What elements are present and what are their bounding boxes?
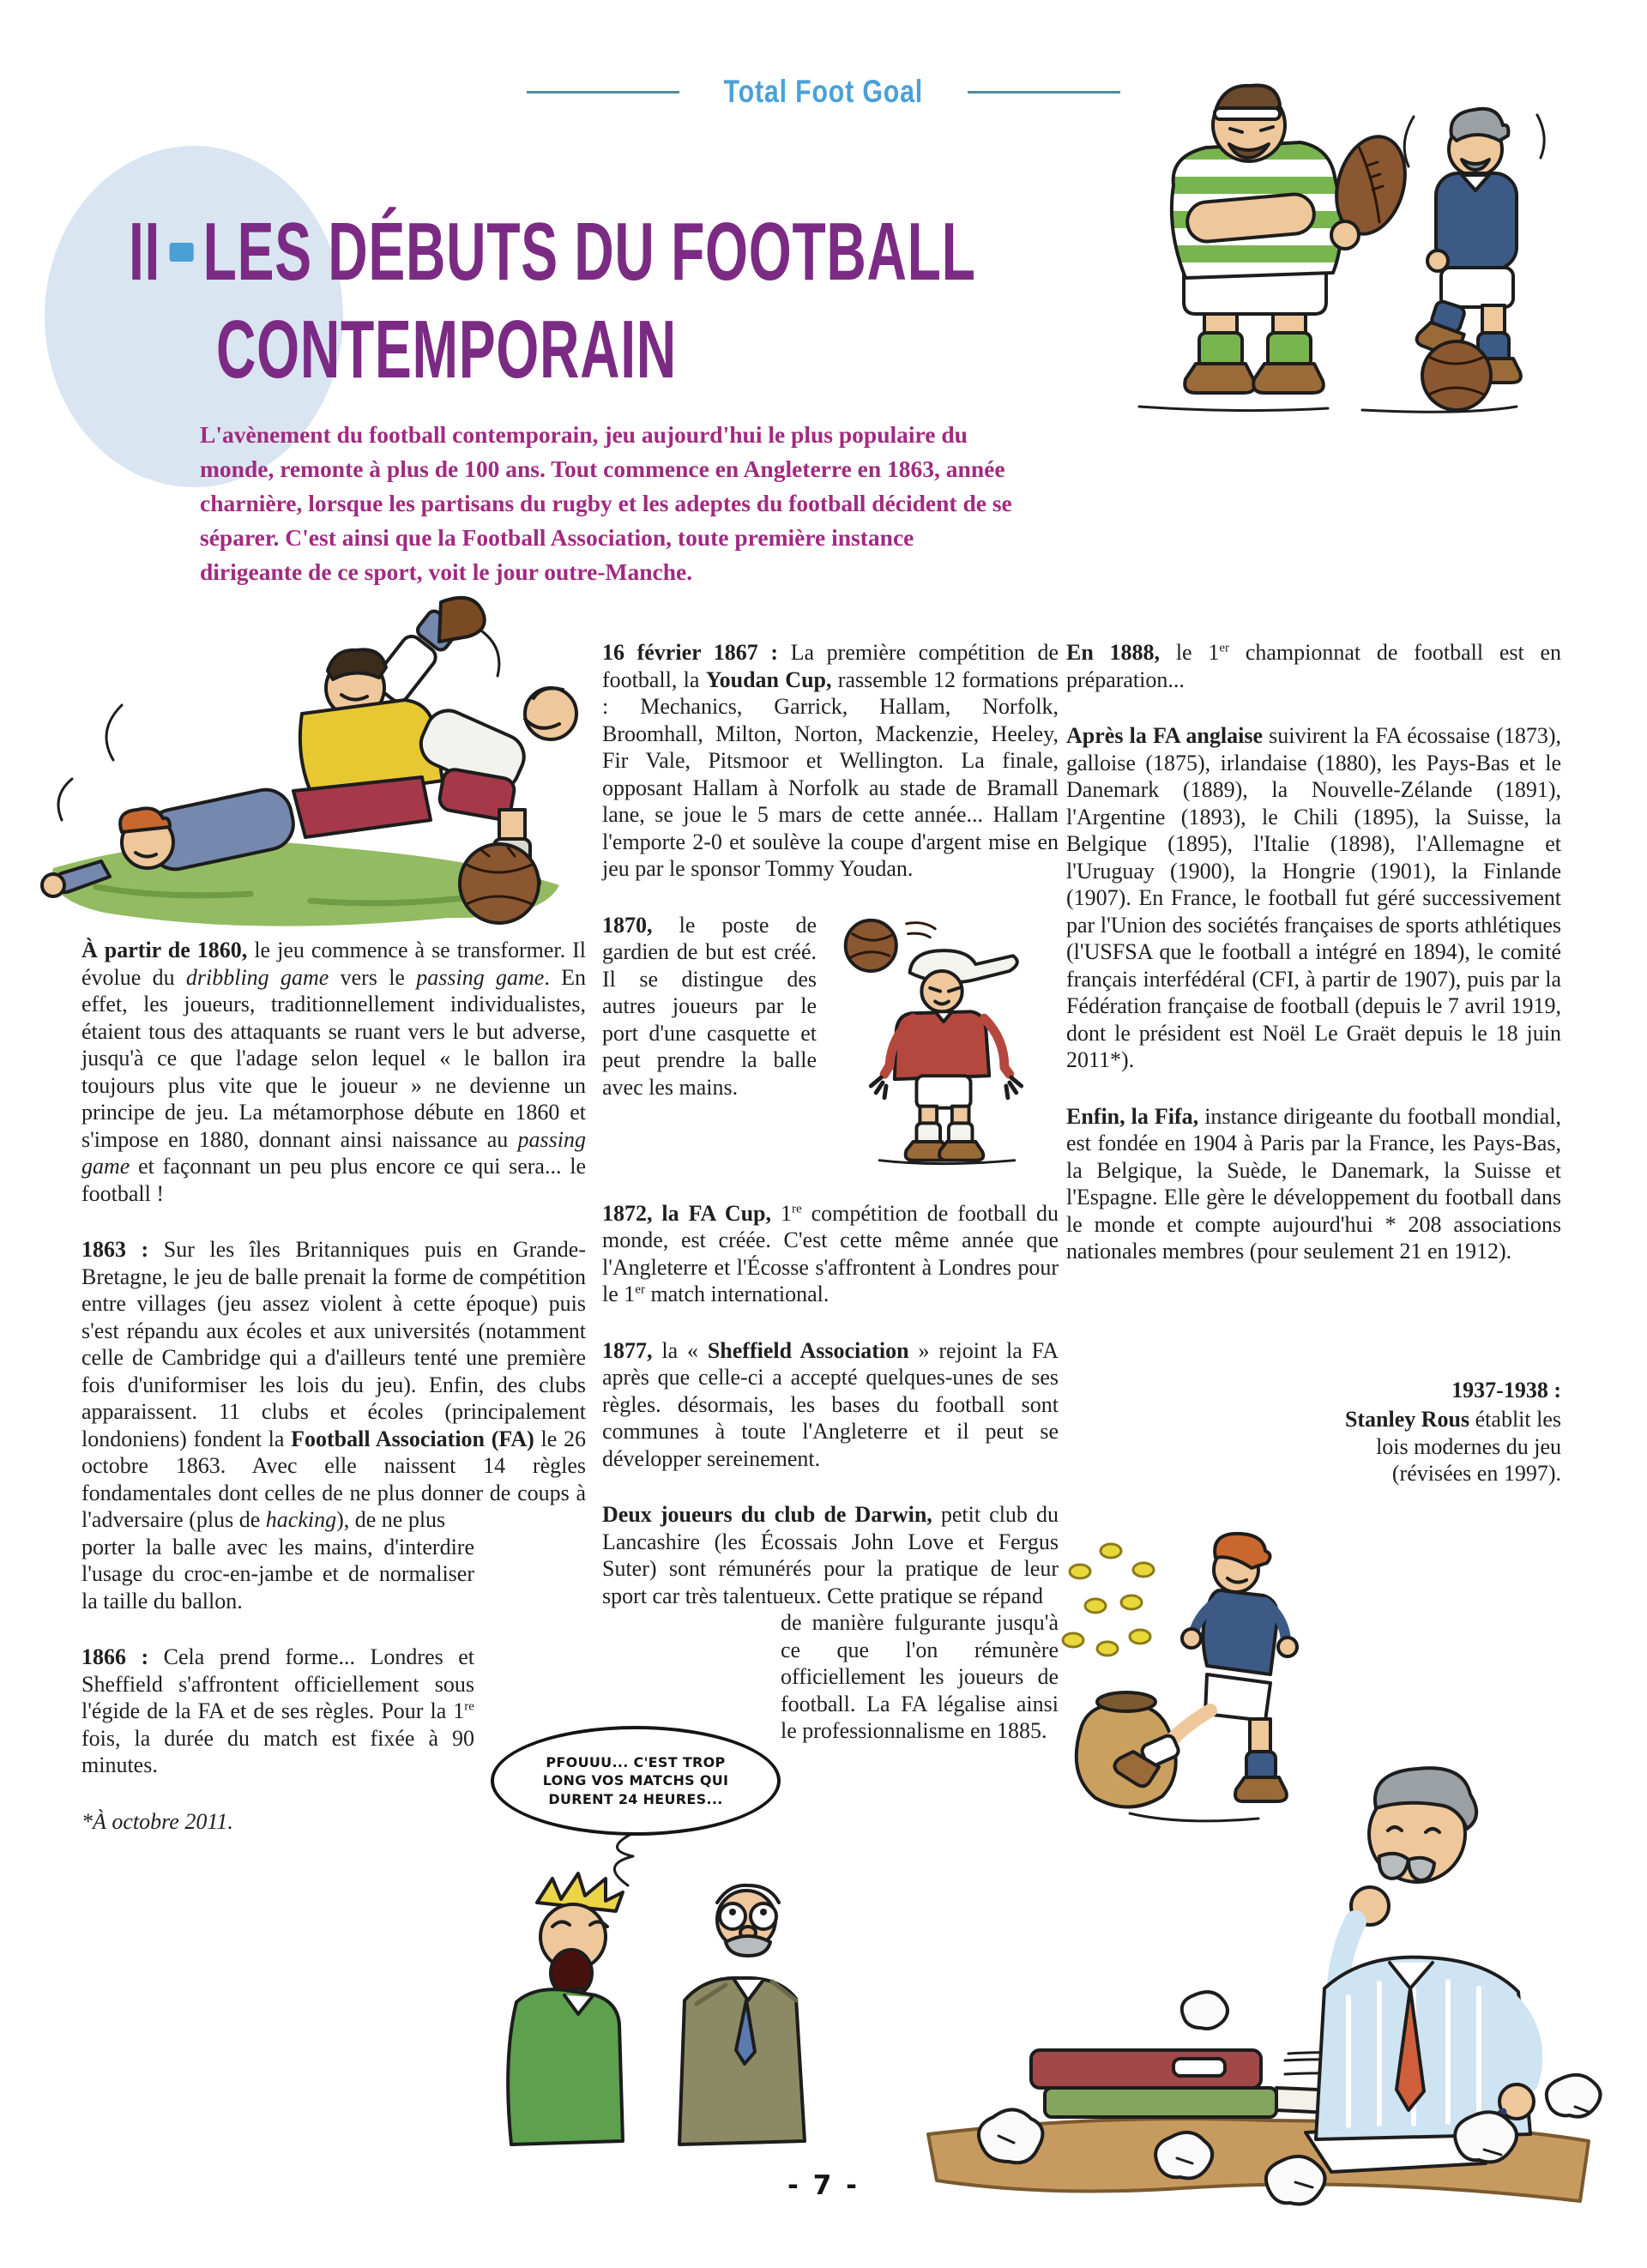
paragraph-1860: À partir de 1860, le jeu commence à se transformer. Il évolue du dribbling game vers le passing game. En effet, les joueurs, traditionnellement individualistes, étaient tous des attaquants se ruant vers le but adverse, jusqu'à ce que l'adage selon lequel « le ballon ira toujours plus vite que le joueur » ne devienne un principe de jeu. La métamorphose débute en 1860 et s'impose en 1880, donnant ainsi naissance au passing game et façonnant un peu plus encore ce qui sera... le football ! [81,938,586,1206]
speech-bubble: PFOUUU... C'EST TROP LONG VOS MATCHS QUI DURENT 24 HEURES... [491,1726,781,1836]
magazine-title: Total Foot Goal [723,74,924,109]
title-dash [170,243,194,262]
section-title-line2: CONTEMPORAIN [216,304,677,395]
paragraph-1888: En 1888, le 1er championnat de football est en préparation... [1066,640,1561,692]
column-left [81,937,586,1864]
paragraph-darwin: Deux joueurs du club de Darwin, petit club du Lancashire (les Écossais John Love et Fergus Suter) sont rémunérés pour la pratique de leur sport car très talentueux. Cette pratique se répand [602,1502,1059,1608]
paragraph-1866: 1866 : Cela prend forme... Londres et Sheffield s'affrontent officiellement sous l'égide de la FA et de ses règles. Pour la 1re fois, la durée du match est fixée à 90 minutes. [81,1644,474,1777]
goalkeeper-illustration [829,914,1059,1167]
paragraph-1872: 1872, la FA Cup, 1re compétition de football du monde, est créée. C'est cette même année que l'Angleterre et l'Écosse s'affrontent à Londres pour le 1er match international. [602,1200,1059,1306]
paragraph-1870: 1870, le poste de gardien de but est créé. Il se distingue des autres joueurs par le port d'une casquette et peut prendre la balle avec les mains. [602,912,1059,1171]
paragraph-1863: 1863 : Sur les îles Britanniques puis en Grande-Bretagne, le jeu de balle prenait la forme de compétition entre villages (jeu assez violent à cette époque) puis s'est répandu aux écoles et aux universités (notamment celle de Cambridge qui a d'ailleurs tenté une première fois d'uniformiser les lois du jeu). Enfin, des clubs apparaissent. 11 clubs et écoles (principalement londoniens) fondent la Football Association (FA) le 26 octobre 1863. Avec elle naissent 14 règles fondamentales dont celles de ne plus donner de coups à l'adversaire (plus de hacking), de ne plus [81,1237,587,1532]
paragraph-1863-cont: porter la balle avec les mains, d'interdire l'usage du croc-en-jambe et de normaliser la taille du ballon. [81,1534,474,1614]
rugby-vs-football-illustration [1088,57,1555,430]
column-middle [602,639,1059,1774]
tackle-scrum-illustration [19,585,589,932]
intro-paragraph: L'avènement du football contemporain, jeu aujourd'hui le plus populaire du monde, remonte à plus de 100 ans. Tout commence en Angleterre en 1863, année charnière, lorsque les partisans du rugby et les adeptes du football décident de se séparer. C'est ainsi que la Football Association, toute première instance dirigeante de ce sport, voit le jour outre-Manche. [200,421,1012,585]
yawning-duo-drawing [463,1831,854,2146]
paragraph-1937-1938 [1311,1377,1561,1487]
date-1937-1938: 1937-1938 : [1451,1377,1561,1402]
footnote: *À octobre 2011. [81,1808,233,1834]
paragraph-1867: 16 février 1867 : La première compétition de football, la Youdan Cup, rassemble 12 formations : Mechanics, Garrick, Hallam, Norfolk, Broomhall, Milton, Norton, Mackenzie, Heeley, Fir Vale, Pitsmoor et Wellington. La finale, opposant Hallam à Norfolk au stade de Bramall lane, se joue le 5 mars de cette année... Hallam l'emporte 2-0 et soulève la coupe d'argent mise en jeu par le sponsor Tommy Youdan. [602,640,1059,881]
paragraph-fifa: Enfin, la Fifa, instance dirigeante du football mondial, est fondée en 1904 à Paris par la France, les Pays-Bas, la Belgique, la Suède, le Danemark, la Suisse et l'Espagne. Elle gère le développement du football dans le monde et compte aujourd'hui * 208 associations nationales membres (pour seulement 21 en 1912). [1066,1103,1561,1264]
page-number: - 7 - [787,2170,860,2201]
paragraph-darwin-cont: de manière fulgurante jusqu'à ce que l'on rémunère officiellement les joueurs de football. La FA légalise ainsi le professionnalisme en 1885. [781,1610,1059,1743]
paragraph-1877: 1877, la « Sheffield Association » rejoint la FA après que celle-ci a accepté quelques-unes de ses règles. désormais, les bases du football sont communes à toute l'Angleterre et il peut se développer sereinement. [602,1337,1059,1471]
column-right [1066,639,1561,1487]
section-title-line1 [129,206,976,298]
section-title-text: LES DÉBUTS DU FOOTBALL [202,206,976,298]
header-rule-left [527,91,679,93]
yawning-player-official-illustration [463,1726,854,2148]
paragraph-fa-anglaise: Après la FA anglaise suivirent la FA écossaise (1873), galloise (1875), irlandaise (1880), les Pays-Bas et le Danemark (1889), la Nouvelle-Zélande (1891), l'Argentine (1893), le Chili (1895), la Suisse, la Belgique (1895), l'Italie (1898), l'Allemagne et l'Uruguay (1900), la Hongrie (1901), la Finlande (1907). En France, le football fut géré successivement par l'Union des sociétés françaises de sports athlétiques (l'USFSA que le football a intégré en 1894), le comité français interfédéral (CFI, à partir de 1907), puis par la Fédération française de football (depuis le 7 avril 1919, dont le président est Noël Le Graët depuis le 18 juin 2011*). [1066,723,1561,1072]
section-number: II [129,206,161,298]
stanley-rous-text: Stanley Rous établit les lois modernes du jeu (révisées en 1997). [1344,1407,1561,1486]
